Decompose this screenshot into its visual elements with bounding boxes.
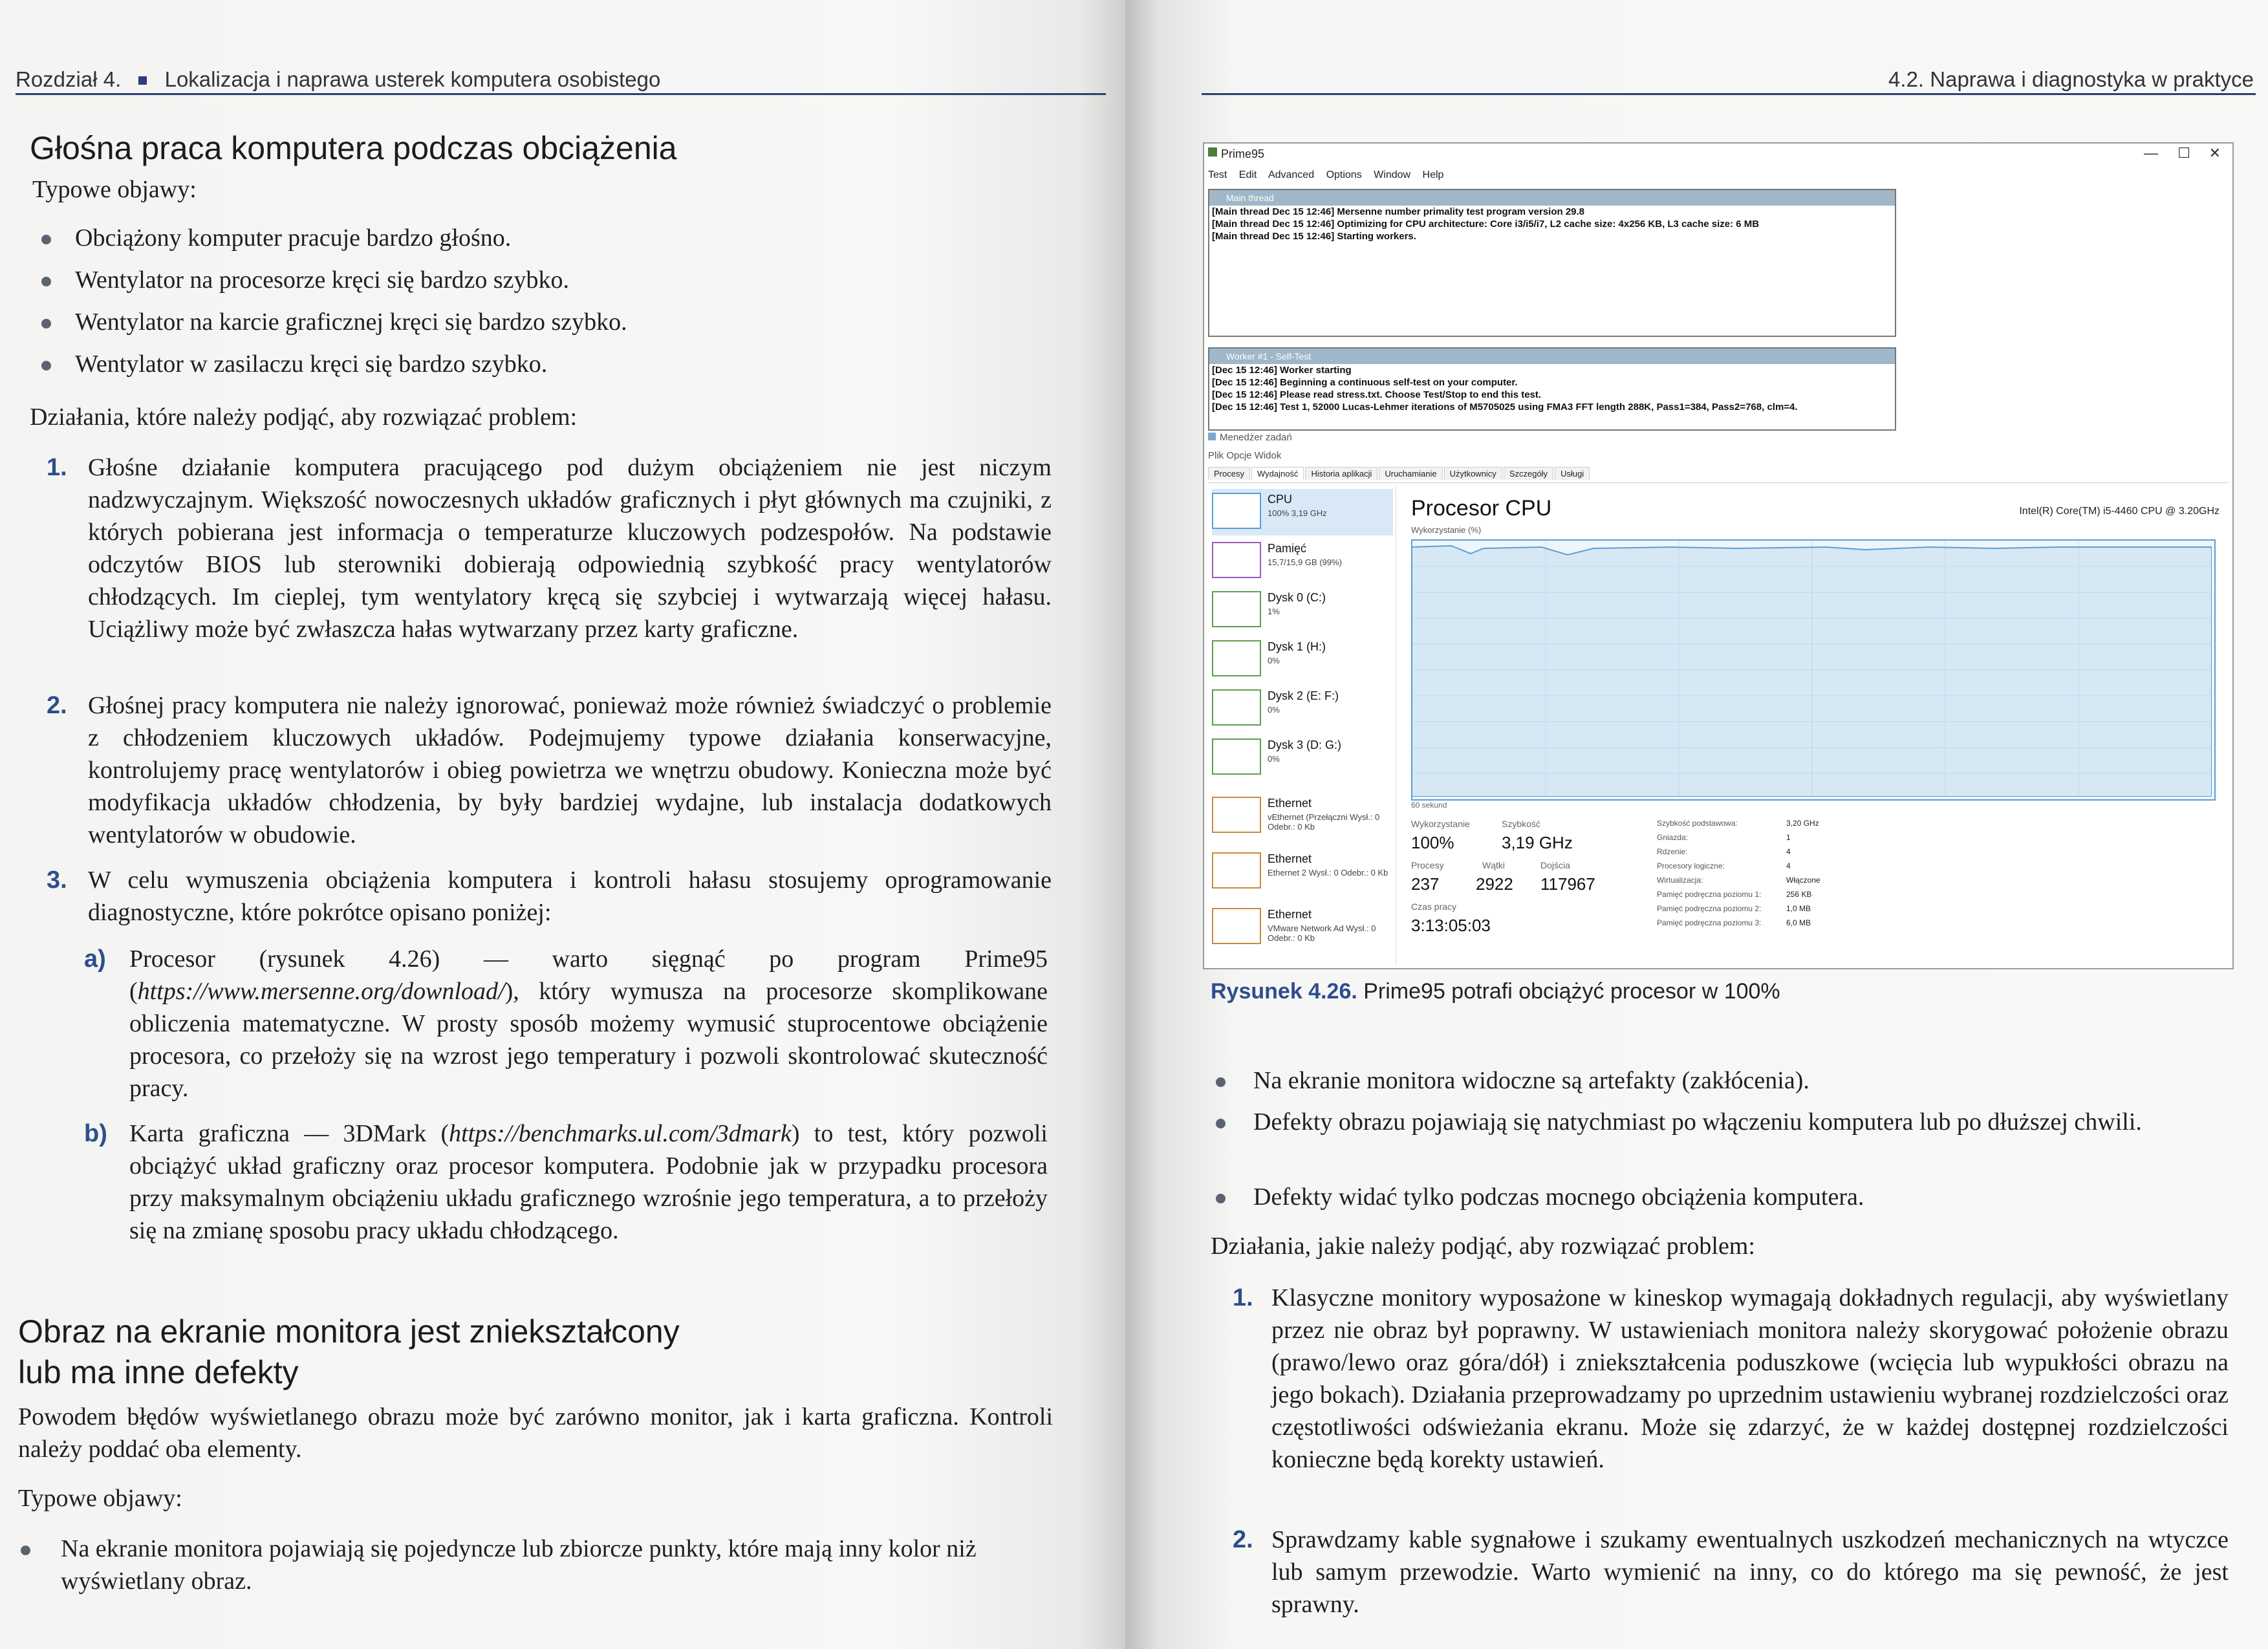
disk-thumb (1212, 640, 1261, 676)
disk-thumb (1212, 591, 1261, 627)
link-3dmark[interactable]: https://benchmarks.ul.com/3dmark (449, 1120, 792, 1147)
cpu-model: Intel(R) Core(TM) i5-4460 CPU @ 3.20GHz (2019, 506, 2219, 517)
close-icon[interactable]: ✕ (2209, 145, 2221, 161)
bullet-icon (21, 1546, 30, 1555)
resource-disk-0[interactable]: Dysk 0 (C:) 1% (1212, 587, 1393, 634)
stat-handles-value: 117967 (1540, 874, 1595, 894)
network-thumb (1212, 908, 1261, 944)
spec-label: Pamięć podręczna poziomu 1: (1657, 890, 1762, 899)
menu-test[interactable]: Test (1208, 169, 1227, 180)
worker-caption: Worker #1 - Self-Test (1209, 349, 1895, 364)
log-line: [Dec 15 12:46] Beginning a continuous self-test on your computer. (1212, 377, 1518, 388)
window-title: Prime95 (1221, 147, 1265, 160)
numbered-step: 1. Klasyczne monitory wyposażone w kineskop wymagają dokładnych regulacji, aby wyświetlany przez nie obraz był poprawny. W ustawieniach monitora należy skorygować położenie obrazu (prawo/lewo oraz góra/dół) i zniekształcenia poduszkowe (wcięcia lub wypukłości obrazu na jego bokach). Działania przeprowadzamy po uprzednim ustawieniu wybranej rozdzielczości oraz częstotliwości odświeżania ekranu. Może się zdarzyć, że w każdej dostępnej rozdzielczości konieczne będą korekty ustawień. (1233, 1284, 2229, 1473)
stat-util-value: 100% (1411, 833, 1454, 852)
link-prime95[interactable]: https://www.mersenne.org/download/ (137, 978, 505, 1005)
numbered-step: 3. W celu wymuszenia obciążenia komputera i kontroli hałasu stosujemy oprogramowanie diagnostyczne, które pokrótce opisano poniżej: (47, 867, 1052, 926)
tab-processes[interactable]: Procesy (1208, 467, 1250, 480)
header-rule (1202, 93, 2256, 95)
bullet-icon (41, 235, 51, 244)
taskmgr-icon (1208, 433, 1216, 440)
log-line: [Main thread Dec 15 12:46] Starting workers. (1212, 231, 1416, 242)
stat-util-label: Wykorzystanie (1411, 819, 1470, 829)
stat-speed-value: 3,19 GHz (1502, 833, 1573, 852)
symptoms-label: Typowe objawy: (32, 176, 197, 203)
spec-label: Pamięć podręczna poziomu 2: (1657, 904, 1762, 913)
resource-ethernet-2[interactable]: Ethernet Ethernet 2 Wysł.: 0 Odebr.: 0 Kb (1212, 848, 1393, 895)
resource-ethernet-1[interactable]: Ethernet vEthernet (Przełączni Wysł.: 0 Odebr.: 0 Kb (1212, 793, 1393, 839)
minimize-icon[interactable]: — (2144, 145, 2158, 161)
symptoms-label-2: Typowe objawy: (18, 1485, 182, 1512)
resource-memory[interactable]: Pamięć 15,7/15,9 GB (99%) (1212, 538, 1393, 585)
log-line: [Main thread Dec 15 12:46] Mersenne number primality test program version 29.8 (1212, 206, 1585, 217)
network-thumb (1212, 797, 1261, 833)
bullet-icon (1216, 1119, 1226, 1128)
menu-window[interactable]: Window (1374, 169, 1411, 180)
stat-threads-value: 2922 (1476, 874, 1513, 894)
log-line: [Dec 15 12:46] Worker starting (1212, 365, 1352, 376)
tab-performance[interactable]: Wydajność (1251, 467, 1304, 480)
resource-disk-3[interactable]: Dysk 3 (D: G:) 0% (1212, 735, 1393, 781)
spec-value: 256 KB (1786, 890, 1812, 899)
spec-label: Gniazda: (1657, 833, 1689, 842)
spec-label: Wirtualizacja: (1657, 876, 1703, 885)
spec-value: 1,0 MB (1786, 904, 1811, 913)
stat-speed-label: Szybkość (1502, 819, 1540, 829)
main-thread-window (1208, 189, 1896, 337)
maximize-icon[interactable]: ☐ (2177, 145, 2190, 161)
log-line: [Dec 15 12:46] Test 1, 52000 Lucas-Lehmer iterations of M5705025 using FMA3 FFT length 288K, Pass1=384, Pass2=768, clm=4. (1212, 402, 1798, 413)
prime95-title-bar (1204, 144, 2232, 166)
menu-help[interactable]: Help (1422, 169, 1444, 180)
log-line: [Main thread Dec 15 12:46] Optimizing for CPU architecture: Core i3/i5/i7, L2 cache size: 4x256 KB, L3 cache size: 6 MB (1212, 219, 1760, 230)
header-rule (16, 93, 1106, 95)
stat-uptime-value: 3:13:05:03 (1411, 916, 1491, 935)
list-item: Defekty obrazu pojawiają się natychmiast po włączeniu komputera lub po dłuższej chwili. (1216, 1106, 2225, 1138)
numbered-step: 2. Głośnej pracy komputera nie należy ignorować, ponieważ może również świadczyć o problemie z chłodzeniem kluczowych układów. Podejmujemy typowe działania konserwacyjne, kontrolujemy pracę wentylatorów i obieg powietrza we wnętrzu obudowy. Konieczna może być modyfikacja układów chłodzenia, by były bardziej wydajne, lub instalacja dodatkowych wentylatorów w obudowie. (47, 692, 1052, 848)
list-item: Wentylator na procesorze kręci się bardzo szybko. (41, 264, 1050, 296)
section-heading-noise: Głośna praca komputera podczas obciążenia (30, 130, 677, 166)
bullet-icon (1216, 1194, 1226, 1203)
section-heading-display: Obraz na ekranie monitora jest zniekształcony lub ma inne defekty (18, 1313, 680, 1390)
list-item: Obciążony komputer pracuje bardzo głośno. (41, 222, 1050, 254)
spec-label: Rdzenie: (1657, 847, 1688, 856)
sub-step-cpu: a) Procesor (rysunek 4.26) — warto sięgnąć po program Prime95 (https://www.mersenne.org/download/), który wymusza na procesorze skomplikowane obliczenia matematyczne. W prosty sposób możemy wymusić stuprocentowe obciążenie procesora, co przełoży się na wzrost jego temperatury i pozwoli skontrolować skuteczność pracy. (84, 945, 1048, 1102)
list-item: Wentylator w zasilaczu kręci się bardzo szybko. (41, 348, 1050, 380)
taskmgr-title: Menedżer zadań (1208, 432, 1292, 443)
cpu-util-label: Wykorzystanie (%) (1411, 525, 1482, 535)
main-thread-caption: Main thread (1209, 190, 1895, 206)
cpu-graph-svg (1412, 541, 2212, 797)
running-head-right: 4.2. Naprawa i diagnostyka w praktyce (1888, 67, 2254, 91)
stat-procs-label: Procesy (1411, 860, 1444, 870)
actions-label-right: Działania, jakie należy podjąć, aby rozwiązać problem: (1211, 1233, 1755, 1260)
bullet-icon (1216, 1077, 1226, 1087)
caption-text: Prime95 potrafi obciążyć procesor w 100% (1363, 979, 1780, 1004)
spec-value: 3,20 GHz (1786, 819, 1819, 828)
spec-label: Szybkość podstawowa: (1657, 819, 1738, 828)
spec-value: 4 (1786, 847, 1791, 856)
sub-step-gpu: b) Karta graficzna — 3DMark (https://benchmarks.ul.com/3dmark) to test, który pozwoli obciążyć układ graficzny oraz procesor komputera. Podobnie jak w przypadku procesora przy maksymalnym obciążeniu układu graficznego wzrośnie jego temperatura, a to przełoży się na zmianę sposobu pracy układu chłodzącego. (84, 1120, 1048, 1244)
list-item: Na ekranie monitora pojawiają się pojedyncze lub zbiorcze punkty, które mają inny kolor niż wyświetlany obraz. (21, 1533, 1053, 1597)
tab-users[interactable]: Użytkownicy (1444, 467, 1502, 480)
stat-threads-label: Wątki (1482, 860, 1505, 870)
numbered-step: 1. Głośne działanie komputera pracującego pod dużym obciążeniem nie jest niczym nadzwyczajnym. Większość nowoczesnych układów graficznych i płyt głównych ma czujniki, z których pobierana jest informacja o temperaturze kluczowych podzespołów. Na podstawie odczytów BIOS lub sterowniki dobierają odpowiednią szybkość pracy wentylatorów chłodzących. Im cieplej, tym wentylatory kręcą się szybciej i wytwarzają więcej hałasu. Uciążliwy może być zwłaszcza hałas wytwarzany przez karty graficzne. (47, 454, 1052, 643)
spec-value: 1 (1786, 833, 1791, 842)
stat-procs-value: 237 (1411, 874, 1440, 894)
resource-disk-1[interactable]: Dysk 1 (H:) 0% (1212, 636, 1393, 683)
prime95-menu-bar (1208, 169, 1443, 181)
numbered-step: 2. Sprawdzamy kable sygnałowe i szukamy ewentualnych uszkodzeń mechanicznych na wtyczce lub samym przewodzie. Warto wymienić na inny, co do którego ma się pewność, że jest sprawny. (1233, 1526, 2229, 1618)
tab-services[interactable]: Usługi (1555, 467, 1590, 480)
bullet-icon (41, 361, 51, 371)
step-text: Głośne działanie komputera pracującego pod dużym obciążeniem nie jest niczym nadzwyczajnym. Większość nowoczesnych układów graficznych i płyt głównych ma czujniki, z których pobierana jest informacja o temperaturze kluczowych podzespołów. Na podstawie odczytów BIOS lub sterowniki dobierają odpowiednią szybkość pracy wentylatorów chłodzących. Im cieplej, tym wentylatory kręcą się szybciej i wytwarzają więcej hałasu. Uciążliwy może być zwłaszcza hałas wytwarzany przez karty graficzne. (88, 454, 1052, 643)
spec-label: Pamięć podręczna poziomu 3: (1657, 918, 1762, 927)
bullet-icon (41, 319, 51, 329)
cpu-panel-title: Procesor CPU (1411, 496, 1552, 521)
disk-thumb (1212, 738, 1261, 775)
section-intro: Powodem błędów wyświetlanego obrazu może być zarówno monitor, jak i karta graficzna. Kontroli należy poddać oba elementy. (18, 1403, 1053, 1463)
cpu-usage-graph (1411, 539, 2216, 801)
cpu-thumb (1212, 493, 1261, 529)
tab-app-history[interactable]: Historia aplikacji (1305, 467, 1377, 480)
menu-advanced[interactable]: Advanced (1268, 169, 1315, 180)
tab-details[interactable]: Szczegóły (1504, 467, 1553, 480)
running-head-left (16, 67, 660, 92)
resource-cpu[interactable]: CPU 100% 3,19 GHz (1212, 489, 1393, 535)
cpu-usage-line (1412, 546, 2212, 797)
chapter-title: Lokalizacja i naprawa usterek komputera osobistego (164, 67, 661, 91)
resource-ethernet-3[interactable]: Ethernet VMware Network Ad Wysł.: 0 Odebr.: 0 Kb (1212, 904, 1393, 951)
list-item: Wentylator na karcie graficznej kręci się bardzo szybko. (41, 306, 1050, 338)
taskmgr-menu[interactable]: Plik Opcje Widok (1208, 450, 1282, 461)
spec-value: Włączone (1786, 876, 1820, 885)
step-text: Sprawdzamy kable sygnałowe i szukamy ewentualnych uszkodzeń mechanicznych na wtyczce lub samym przewodzie. Warto wymienić na inny, co do którego ma się pewność, że jest sprawny. (1271, 1526, 2229, 1618)
prime95-app-icon (1208, 147, 1217, 156)
spec-value: 4 (1786, 861, 1791, 870)
network-thumb (1212, 852, 1261, 889)
step-text: Głośnej pracy komputera nie należy ignorować, ponieważ może również świadczyć o problemie z chłodzeniem kluczowych układów. Podejmujemy typowe działania konserwacyjne, kontrolujemy pracę wentylatorów i obieg powietrza we wnętrzu obudowy. Konieczna może być modyfikacja układów chłodzenia, by były bardziej wydajne, lub instalacja dodatkowych wentylatorów w obudowie. (88, 692, 1052, 848)
graph-span-label: 60 sekund (1411, 801, 1447, 810)
tab-startup[interactable]: Uruchamianie (1379, 467, 1442, 480)
caption-label: Rysunek 4.26. (1211, 979, 1357, 1004)
taskmgr-tabs (1208, 467, 2229, 483)
step-text: Klasyczne monitory wyposażone w kineskop wymagają dokładnych regulacji, aby wyświetlany przez nie obraz był poprawny. W ustawieniach monitora należy skorygować położenie obrazu (prawo/lewo oraz góra/dół) i zniekształcenia poduszkowe (wcięcia lub wypukłości obrazu na jego bokach). Działania przeprowadzamy po uprzednim ustawieniu wybranej rozdzielczości oraz częstotliwości odświeżania ekranu. Może się zdarzyć, że w każdej dostępnej rozdzielczości konieczne będą korekty ustawień. (1271, 1284, 2229, 1473)
worker-window (1208, 347, 1896, 431)
left-page (0, 0, 1125, 1649)
menu-edit[interactable]: Edit (1238, 169, 1257, 180)
actions-label: Działania, które należy podjąć, aby rozwiązać problem: (30, 404, 578, 431)
bullet-icon (41, 277, 51, 286)
list-item: Na ekranie monitora widoczne są artefakty (zakłócenia). (1216, 1064, 2225, 1097)
resource-disk-2[interactable]: Dysk 2 (E: F:) 0% (1212, 685, 1393, 732)
chapter-label: Rozdział 4. (16, 67, 122, 91)
list-item: Defekty widać tylko podczas mocnego obciążenia komputera. (1216, 1181, 2225, 1213)
figure-caption (1211, 979, 1780, 1004)
disk-thumb (1212, 689, 1261, 726)
spec-value: 6,0 MB (1786, 918, 1811, 927)
step-text: W celu wymuszenia obciążenia komputera i kontroli hałasu stosujemy oprogramowanie diagnostyczne, które pokrótce opisano poniżej: (88, 867, 1052, 926)
figure-screenshot (1203, 142, 2234, 969)
stat-uptime-label: Czas pracy (1411, 901, 1457, 912)
spec-label: Procesory logiczne: (1657, 861, 1725, 870)
memory-thumb (1212, 542, 1261, 578)
log-line: [Dec 15 12:46] Please read stress.txt. Choose Test/Stop to end this test. (1212, 389, 1542, 400)
square-bullet-icon (138, 76, 147, 85)
menu-options[interactable]: Options (1326, 169, 1362, 180)
resource-list (1208, 486, 1396, 965)
stat-handles-label: Dojścia (1540, 860, 1570, 870)
